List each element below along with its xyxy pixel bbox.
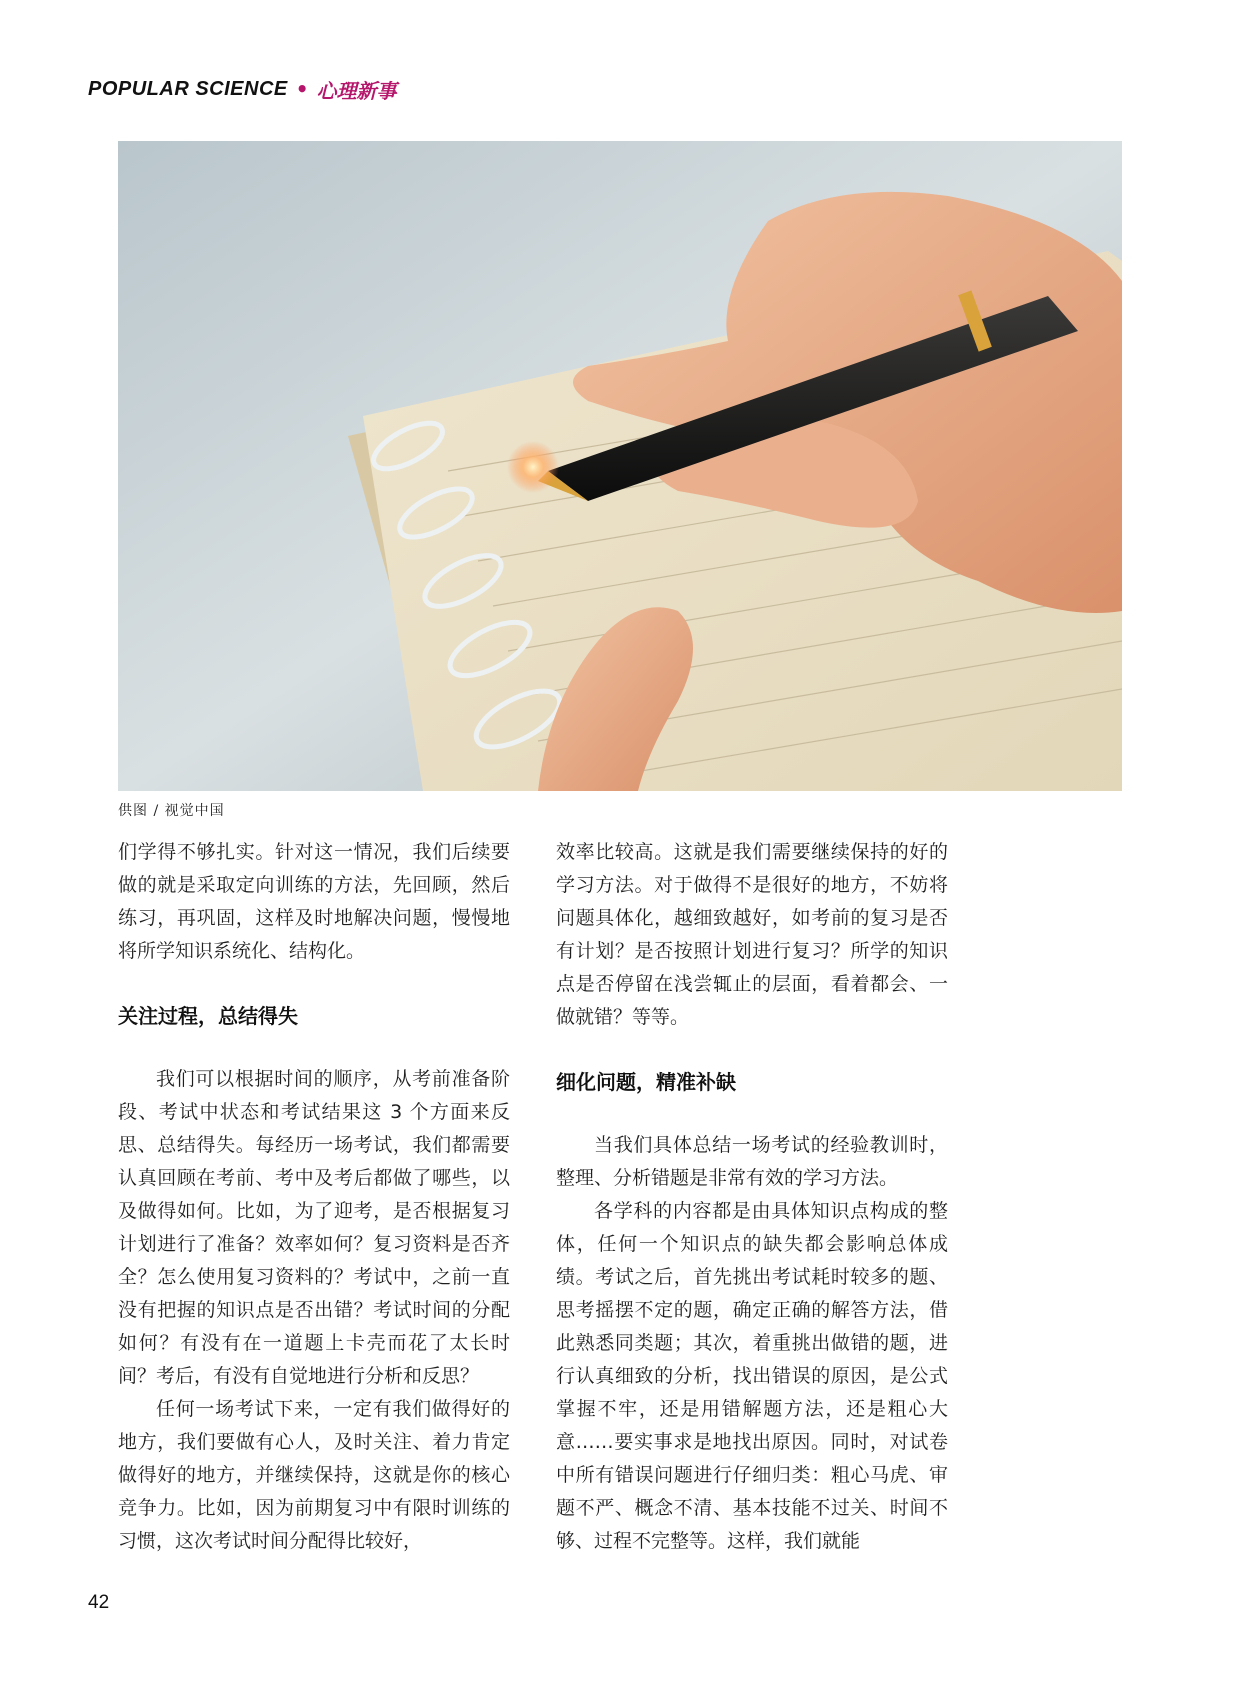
photo-caption: 供图 / 视觉中国: [118, 803, 225, 819]
paragraph: 们学得不够扎实。针对这一情况，我们后续要做的就是采取定向训练的方法，先回顾，然后练习，再巩固，这样及时地解决问题，慢慢地将所学知识系统化、结构化。: [118, 841, 510, 962]
section-name: 心理新事: [316, 78, 397, 103]
paragraph: 各学科的内容都是由具体知识点构成的整体，任何一个知识点的缺失都会影响总体成绩。考试之后，首先挑出考试耗时较多的题、思考摇摆不定的题，确定正确的解答方法，借此熟悉同类题；其次，着重挑出做错的题，进行认真细致的分析，找出错误的原因，是公式掌握不牢，还是用错解题方法，还是粗心大意……要实事求是地找出原因。同时，对试卷中所有错误问题进行仔细归类：粗心马虎、审题不严、概念不清、基本技能不过关、时间不够、过程不完整等。这样，我们就能: [556, 1200, 948, 1552]
running-header: [88, 72, 397, 106]
paragraph: 我们可以根据时间的顺序，从考前准备阶段、考试中状态和考试结果这 3 个方面来反思、总结得失。每经历一场考试，我们都需要认真回顾在考前、考中及考后都做了哪些，以及做得如何。比如，为了迎考，是否根据复习计划进行了准备？效率如何？复习资料是否齐全？怎么使用复习资料的？考试中，之前一直没有把握的知识点是否出错？考试时间的分配如何？有没有在一道题上卡壳而花了太长时间？考后，有没有自觉地进行分析和反思？: [118, 1068, 510, 1387]
section-heading: 细化问题，精准补缺: [556, 1070, 736, 1094]
paragraph: 任何一场考试下来，一定有我们做得好的地方，我们要做有心人，及时关注、着力肯定做得好的地方，并继续保持，这就是你的核心竞争力。比如，因为前期复习中有限时训练的习惯，这次考试时间分配得比较好，: [118, 1398, 510, 1552]
section-heading: 关注过程，总结得失: [118, 1004, 298, 1028]
paragraph: 当我们具体总结一场考试的经验教训时，整理、分析错题是非常有效的学习方法。: [556, 1134, 948, 1189]
header-separator: •: [295, 77, 309, 101]
left-column: [118, 836, 510, 1558]
hand-writing-notebook-photo: [118, 141, 1122, 791]
page-number: 42: [88, 1592, 110, 1613]
magazine-brand: POPULAR SCIENCE: [88, 77, 288, 100]
paragraph: 效率比较高。这就是我们需要继续保持的好的学习方法。对于做得不是很好的地方，不妨将问题具体化，越细致越好，如考前的复习是否有计划？是否按照计划进行复习？所学的知识点是否停留在浅尝辄止的层面，看着都会、一做就错？等等。: [556, 841, 948, 1028]
article-photo: [118, 141, 1122, 791]
right-column: [556, 836, 948, 1558]
